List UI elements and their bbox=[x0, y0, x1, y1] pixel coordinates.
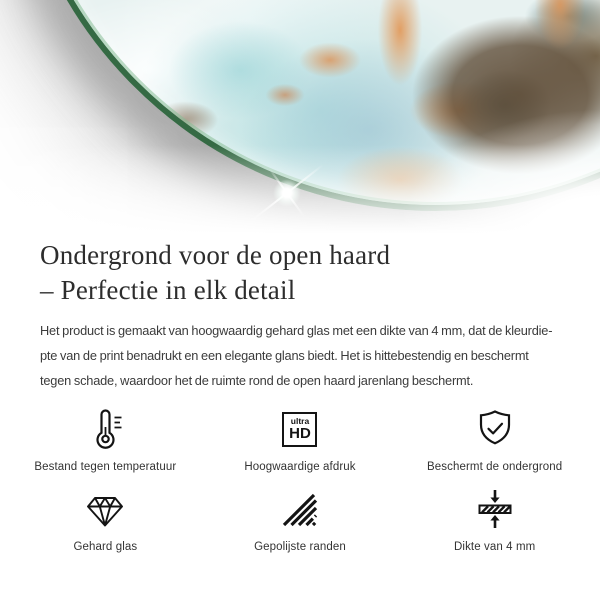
title-line-1: Ondergrond voor de open haard bbox=[40, 240, 391, 270]
content-area bbox=[0, 238, 600, 553]
polished-edges-icon bbox=[277, 486, 323, 532]
ultra-hd-icon bbox=[282, 406, 317, 452]
thickness-4mm-icon bbox=[472, 486, 518, 532]
feature-tempered-glass bbox=[8, 486, 203, 553]
ultra-hd-icon-text-top: ultra bbox=[290, 415, 310, 426]
page-title bbox=[40, 238, 560, 308]
feature-high-quality-print bbox=[203, 406, 398, 473]
feature-temperature-resistant bbox=[8, 406, 203, 473]
feature-label: Bestand tegen temperatuur bbox=[34, 461, 177, 473]
feature-label: Gehard glas bbox=[73, 541, 138, 553]
feature-polished-edges bbox=[203, 486, 398, 553]
product-photo bbox=[0, 0, 600, 234]
thermometer-icon bbox=[82, 406, 128, 452]
description-line: tegen schade, waardoor het de ruimte rond de open haard jarenlang beschermt. bbox=[40, 373, 474, 388]
features-grid bbox=[8, 406, 592, 553]
shield-check-icon bbox=[472, 406, 518, 452]
title-line-2: – Perfectie in elk detail bbox=[40, 275, 296, 305]
feature-label: Beschermt de ondergrond bbox=[427, 461, 563, 473]
sparkle-glow bbox=[273, 179, 301, 207]
description-line: pte van de print benadrukt en een elegante glans biedt. Het is hittebestendig en beschermt bbox=[40, 348, 529, 363]
feature-label: Hoogwaardige afdruk bbox=[244, 461, 356, 473]
feature-protects-surface bbox=[397, 406, 592, 473]
feature-label: Gepolijste randen bbox=[254, 541, 346, 553]
feature-label: Dikte van 4 mm bbox=[454, 541, 536, 553]
diamond-icon bbox=[82, 486, 128, 532]
description-line: Het product is gemaakt van hoogwaardig gehard glas met een dikte van 4 mm, dat de kleurdie- bbox=[40, 323, 553, 338]
product-description bbox=[40, 318, 560, 393]
ultra-hd-icon-text-bottom: HD bbox=[289, 425, 311, 443]
feature-thickness-4mm bbox=[397, 486, 592, 553]
